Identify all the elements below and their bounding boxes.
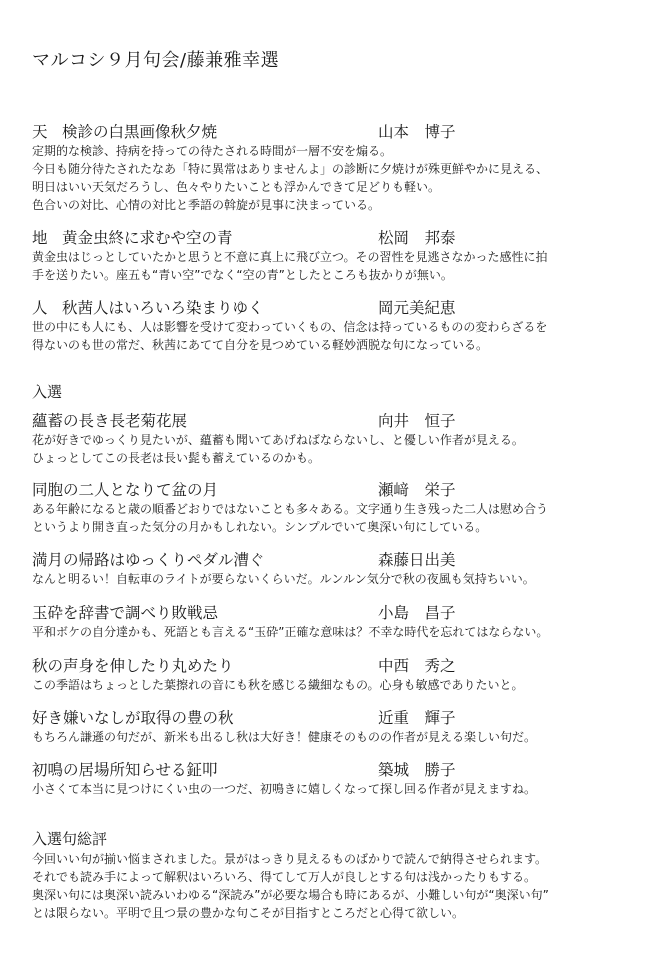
top-entry-ten	[32, 120, 632, 214]
top-entry-jin	[32, 296, 632, 354]
author-name: 近重 輝子	[378, 709, 456, 727]
author-name: 山本 博子	[378, 123, 456, 141]
comment-line: なんと明るい！自転車のライトが要らないくらいだ。ルンルン気分で秋の夜風も気持ちいい。	[32, 572, 535, 586]
haiku-text: 秋の声身を伸したり丸めたり	[32, 657, 234, 675]
comment-line: 花が好きでゆっくり見たいが、蘊蓄も聞いてあげねばならないし、と優しい作者が見える。	[32, 433, 524, 447]
author-name: 岡元美紀恵	[378, 299, 456, 317]
haiku-text: 蘊蓄の長き長老菊花展	[32, 412, 188, 430]
comment-line: ある年齢になると歳の順番どおりではないことも多々ある。文字通り生き残った二人は慰め合う	[32, 502, 549, 516]
comment-line: 黄金虫はじっとしていたかと思うと不意に真上に飛び立つ。その習性を見逃さなかった感性に拍	[32, 250, 548, 264]
comment-line: というより開き直った気分の月かもしれない。シンプルでいて奥深い句にしている。	[32, 520, 488, 534]
author-name: 向井 恒子	[378, 412, 456, 430]
section-heading-summary: 入選句総評	[32, 830, 108, 848]
author-name: 松岡 邦泰	[378, 229, 456, 247]
page-title: マルコシ９月句会/藤兼雅幸選	[32, 50, 280, 71]
haiku-text: 黄金虫終に求むや空の青	[62, 229, 233, 247]
nyusen-entry	[32, 409, 632, 467]
haiku-text: 秋茜人はいろいろ染まりゆく	[62, 299, 264, 317]
haiku-text: 初鳴の居場所知らせる鉦叩	[32, 761, 218, 779]
haiku-text: 検診の白黒画像秋夕焼	[62, 123, 218, 141]
nyusen-entry	[32, 758, 632, 798]
section-heading-nyusen: 入選	[32, 383, 63, 401]
comment-line: 平和ボケの自分達かも、死語とも言える“玉砕”正確な意味は？不幸な時代を忘れてはならない。	[32, 625, 549, 639]
author-name: 森藤日出美	[378, 551, 456, 569]
comment-line: 今日も随分待たされたなあ「特に異常はありませんよ」の診断に夕焼けが殊更鮮やかに見える、	[32, 162, 549, 176]
nyusen-entry	[32, 706, 632, 746]
author-name: 中西 秀之	[378, 657, 456, 675]
nyusen-entry	[32, 548, 632, 588]
haiku-text: 玉砕を辞書で調べり敗戦忌	[32, 604, 219, 622]
comment-line: ひょっとしてこの長老は長い髭も蓄えているのかも。	[32, 451, 321, 465]
rank-label: 地	[32, 229, 48, 247]
haiku-text: 満月の帰路はゆっくりペダル漕ぐ	[32, 551, 265, 569]
comment-line: この季語はちょっとした葉擦れの音にも秋を感じる繊細なもの。心身も敏感でありたいと。	[32, 678, 524, 692]
author-name: 瀬﨑 栄子	[378, 481, 456, 499]
author-name: 小島 昌子	[378, 604, 456, 622]
nyusen-entry	[32, 601, 632, 641]
summary-line: 奥深い句には奥深い読みいわゆる“深読み”が必要な場合も時にあるが、小難しい句が“奥深い句”	[32, 888, 549, 902]
comment-line: 明日はいい天気だろうし、色々やりたいことも浮かんできて足どりも軽い。	[32, 180, 441, 194]
summary-text	[32, 850, 632, 922]
summary-line: それでも読み手によって解釈はいろいろ、得てして万人が良しとする句は浅かったりもする。	[32, 870, 537, 884]
top-entry-chi	[32, 226, 632, 284]
haiku-text: 同胞の二人となりて盆の月	[32, 481, 219, 499]
comment-line: 定期的な検診、持病を持っての待たされる時間が一層不安を煽る。	[32, 144, 393, 158]
comment-line: もちろん謙遜の句だが、新米も出るし秋は大好き！健康そのものの作者が見える楽しい句だ。	[32, 730, 537, 744]
comment-line: 得ないのも世の常だ、秋茜にあてて自分を見つめている軽妙洒脱な句になっている。	[32, 338, 489, 352]
rank-label: 人	[32, 299, 48, 317]
comment-line: 世の中にも人にも、人は影響を受けて変わっていくもの、信念は持っているものの変わらざるを	[32, 320, 548, 334]
comment-line: 色合いの対比、心情の対比と季語の斡旋が見事に決まっている。	[32, 198, 381, 212]
summary-line: とは限らない。平明で且つ景の豊かな句こそが目指すところだと心得て欲しい。	[32, 906, 465, 920]
comment-line: 小さくて本当に見つけにくい虫の一つだ、初鳴きに嬉しくなって探し回る作者が見えますね。	[32, 782, 537, 796]
summary-line: 今回いい句が揃い悩まされました。景がはっきり見えるものばかりで読んで納得させられます。	[32, 852, 548, 866]
nyusen-entry	[32, 478, 632, 536]
haiku-text: 好き嫌いなしが取得の豊の秋	[32, 709, 234, 727]
nyusen-entry	[32, 654, 632, 694]
comment-line: 手を送りたい。座五も“青い空”でなく“空の青”としたところも抜かりが無い。	[32, 268, 453, 282]
author-name: 築城 勝子	[378, 761, 456, 779]
rank-label: 天	[32, 123, 48, 141]
